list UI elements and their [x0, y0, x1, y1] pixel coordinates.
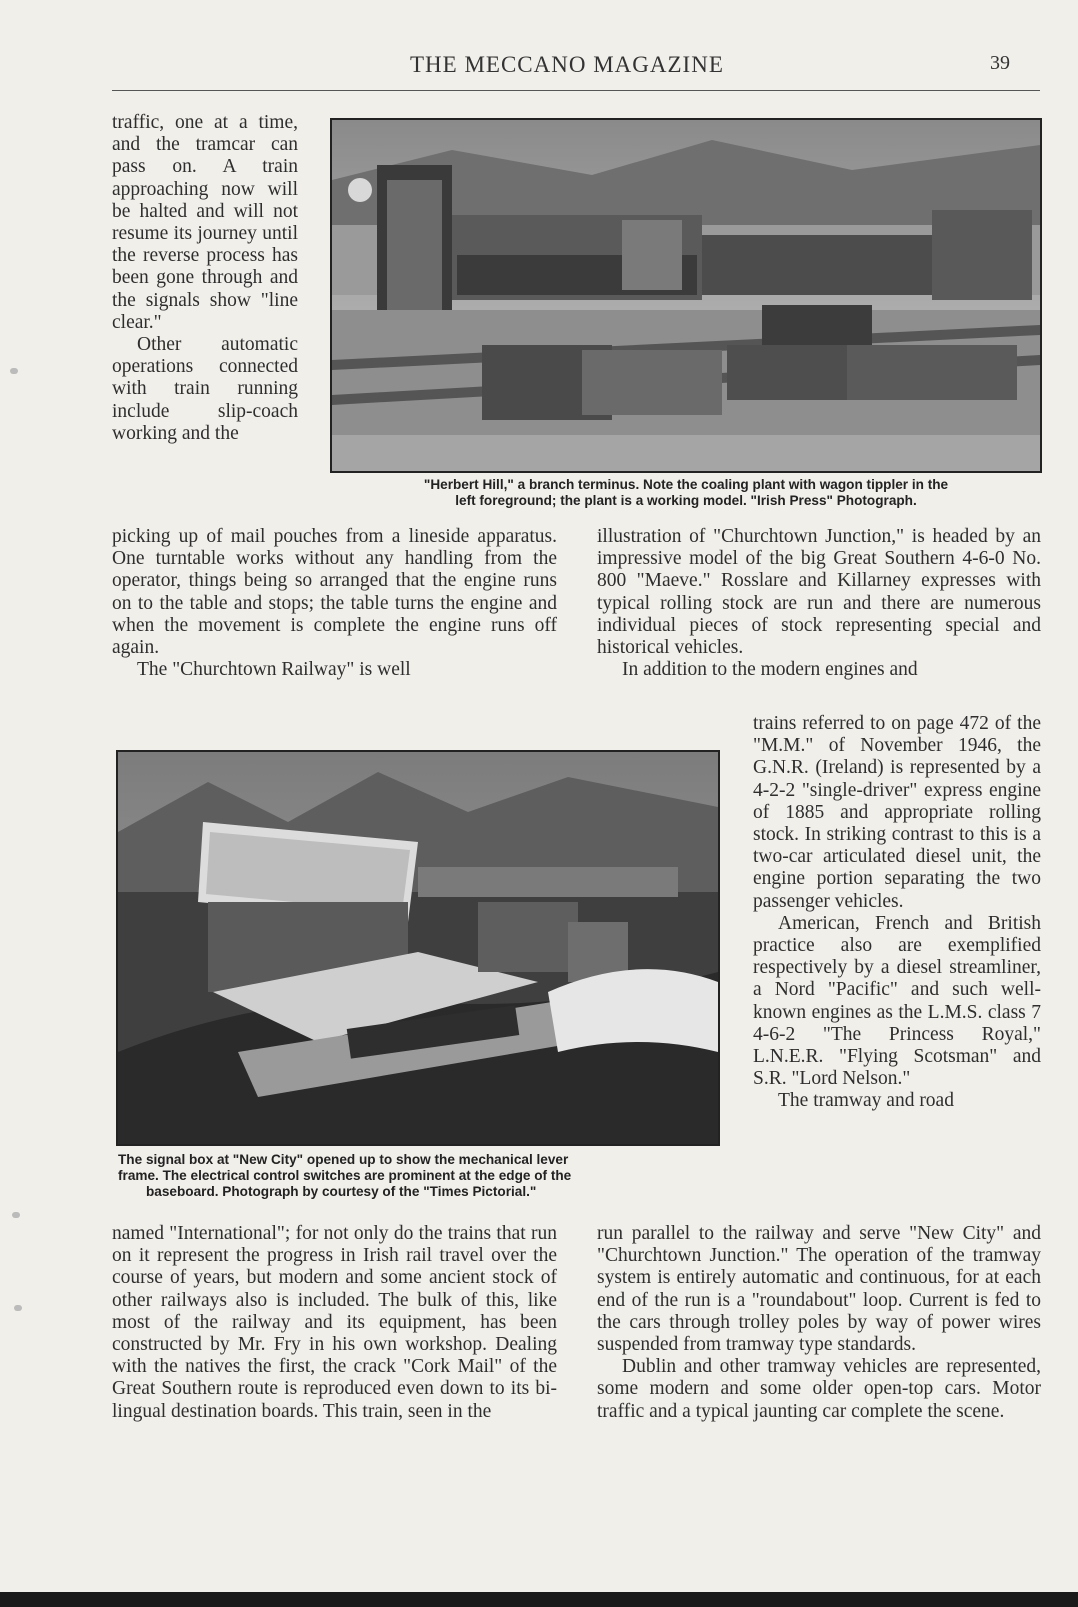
- caption-line: baseboard. Photograph by courtesy of the "Times Pictorial.": [146, 1184, 537, 1199]
- scan-edge: [0, 1592, 1078, 1607]
- paragraph: Other automatic operations connected with train running include slip-coach working and the: [112, 334, 298, 444]
- paragraph: named "International"; for not only do the trains that run on it represent the progress in Irish rail travel over the course of years, but modern and some ancient stock of other railways also is included. The bulk of this, like most of the railway and its equipment, has been constructed by Mr. Fry in his own workshop. Dealing with the natives the first, the crack "Cork Mail" of the Great Southern route is reproduced even down to its bi-lingual destination boards. This train, seen in the: [112, 1223, 557, 1422]
- paragraph: picking up of mail pouches from a lineside apparatus. One turntable works without any handling from the operator, things being so arranged that the engine runs on to the table and stops; the table turns the engine and when the movement is complete the engine runs off again.: [112, 526, 557, 659]
- caption-line: The signal box at "New City" opened up to show the mechanical lever: [118, 1152, 569, 1167]
- column-text-left-mid: [112, 526, 557, 681]
- binding-mark: [14, 1305, 22, 1311]
- paragraph: American, French and British practice also are exemplified respectively by a diesel streamliner, a Nord "Pacific" and such well-known engines as the L.M.S. class 7 4-6-2 "The Princess Royal," L.N.E.R. "Flying Scotsman" and S.R. "Lord Nelson.": [753, 912, 1041, 1090]
- photo-caption-signal-box: [118, 1152, 728, 1200]
- column-text-left-bottom: [112, 1223, 557, 1423]
- paragraph: The tramway and road: [778, 1090, 954, 1112]
- paragraph: In addition to the modern engines and: [622, 659, 918, 681]
- photo-illustration: [332, 120, 1040, 471]
- photo-herbert-hill: [330, 118, 1042, 473]
- caption-line: "Herbert Hill," a branch terminus. Note the coaling plant with wagon tippler in the: [423, 477, 949, 492]
- binding-mark: [10, 368, 18, 374]
- paragraph: illustration of "Churchtown Junction," is headed by an impressive model of the big Great Southern 4-6-0 No. 800 "Maeve." Rosslare and Killarney expresses with typical rolling stock are run and there are numerous individual pieces of stock representing special and historical vehicles.: [597, 526, 1041, 659]
- paragraph: Dublin and other tramway vehicles are represented, some modern and some older open-top cars. Motor traffic and a typical jaunting car complete the scene.: [597, 1356, 1041, 1422]
- photo-illustration: [118, 752, 718, 1144]
- photo-signal-box: [116, 750, 720, 1146]
- page-number: 39: [990, 52, 1010, 74]
- binding-mark: [12, 1212, 20, 1218]
- column-text-right-narrow: [753, 713, 1041, 1113]
- caption-line: frame. The electrical control switches are prominent at the edge of the: [118, 1168, 572, 1183]
- page-header: [0, 52, 1078, 82]
- paragraph: run parallel to the railway and serve "New City" and "Churchtown Junction." The operation of the tramway system is entirely automatic and continuous, for at each end of the run is a "roundabout" loop. Current is fed to the cars through trolley poles by way of power wires suspended from tramway type standards.: [597, 1223, 1041, 1356]
- caption-line: left foreground; the plant is a working model. "Irish Press" Photograph.: [455, 493, 917, 508]
- column-text-top-left: [112, 112, 298, 445]
- magazine-title: THE MECCANO MAGAZINE: [410, 52, 724, 77]
- column-text-right-top: [597, 526, 1041, 681]
- photo-caption-herbert-hill: [328, 477, 1044, 509]
- paragraph: trains referred to on page 472 of the "M.M." of November 1946, the G.N.R. (Ireland) is represented by a 4-2-2 "single-driver" express engine of 1885 and appropriate rolling stock. In striking contrast to this is a two-car articulated diesel unit, the engine portion separating the two passenger vehicles.: [753, 713, 1041, 912]
- column-text-right-bottom: [597, 1223, 1041, 1423]
- header-rule: [112, 90, 1040, 91]
- paragraph: The "Churchtown Railway" is well: [137, 659, 411, 681]
- paragraph: traffic, one at a time, and the tramcar can pass on. A train approaching now will be halted and will not resume its journey until the reverse process has been gone through and the signals show "line clear.": [112, 112, 298, 333]
